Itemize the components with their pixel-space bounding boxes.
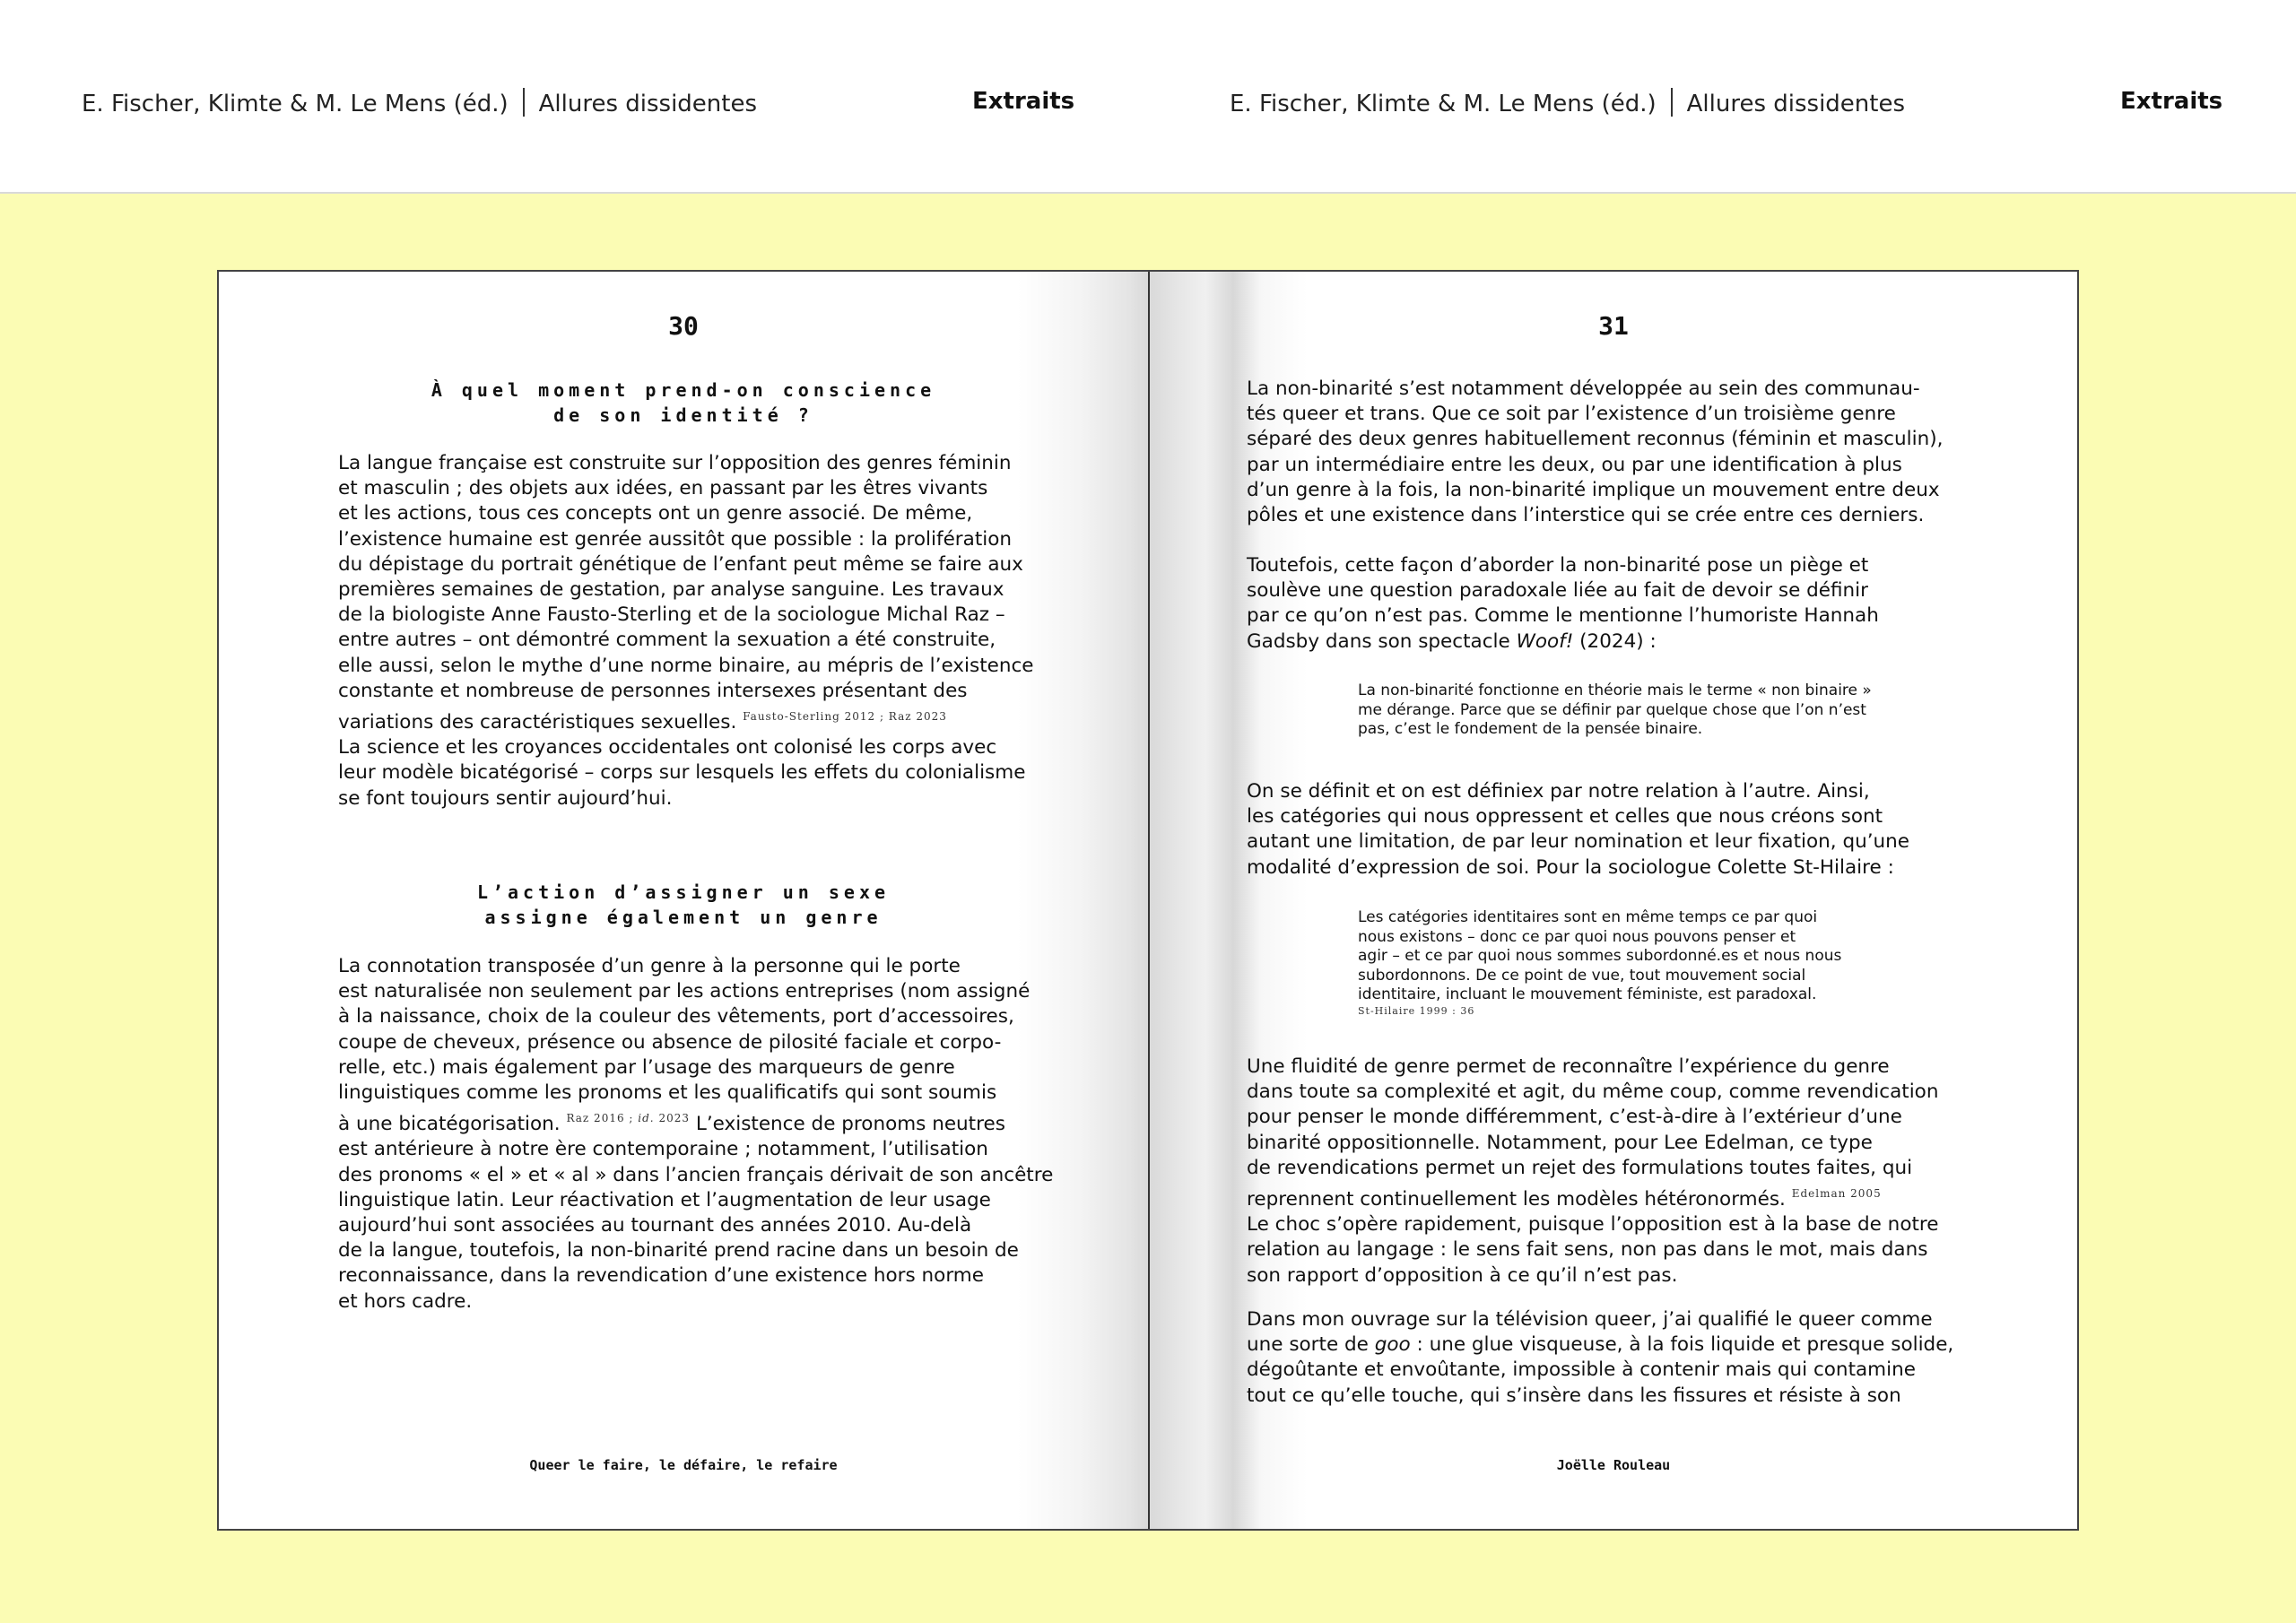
text-line: de revendications permet un rejet des formulations toutes faites, qui: [1247, 1156, 1913, 1179]
section-title-line: assigne également un genre: [484, 907, 883, 928]
right-para2: [1247, 553, 1879, 655]
text-line: relle, etc.) mais également par l’usage des marqueurs de genre: [338, 1055, 955, 1079]
right-page-footer: Joëlle Rouleau: [1556, 1457, 1671, 1473]
header-right-extraits-link[interactable]: Extraits: [2120, 88, 2223, 115]
right-para5: [1247, 1307, 1953, 1409]
text-line: pour penser le monde différemment, c’est-à-dire à l’extérieur d’une: [1247, 1106, 1902, 1129]
text-line: Toutefois, cette façon d’aborder la non-binarité pose un piège et: [1247, 554, 1869, 577]
show-title: Woof!: [1516, 629, 1574, 653]
text-line: et masculin ; des objets aux idées, en passant par les êtres vivants: [338, 477, 988, 500]
section-title-line: L’action d’assigner un sexe: [476, 881, 891, 903]
citation-fausto-raz: Fausto-Sterling 2012 ; Raz 2023: [743, 710, 947, 724]
left-section1-body: [338, 451, 1034, 812]
text-line: aujourd’hui sont associées au tournant des années 2010. Au-delà: [338, 1214, 972, 1237]
quote-line: agir – et ce par quoi nous sommes subordonné.es et nous nous: [1358, 947, 1842, 965]
section-title-assignment: [219, 880, 1148, 930]
text-line: du dépistage du portrait génétique de l’enfant peut même se faire aux: [338, 552, 1023, 576]
header-left-book-title: Allures dissidentes: [538, 91, 758, 117]
text-line: La langue française est construite sur l’opposition des genres féminin: [338, 452, 1012, 474]
text-line: tout ce qu’elle touche, qui s’insère dans les fissures et résiste à son: [1247, 1384, 1901, 1407]
top-header-bar: [0, 0, 2296, 194]
left-section2-body: [338, 954, 1053, 1315]
text-line: coupe de cheveux, présence ou absence de pilosité faciale et corpo-: [338, 1030, 1002, 1054]
text-line: La connotation transposée d’un genre à la personne qui le porte: [338, 955, 961, 977]
text-line: les catégories qui nous oppressent et celles que nous créons sont: [1247, 805, 1883, 829]
text-span: une sorte de: [1247, 1333, 1375, 1357]
text-line: premières semaines de gestation, par analyse sanguine. Les travaux: [338, 578, 1004, 602]
header-right-authors: E. Fischer, Klimte & M. Le Mens (éd.): [1230, 91, 1657, 117]
text-line: tés queer et trans. Que ce soit par l’existence d’un troisième genre: [1247, 403, 1896, 426]
text-line: soulève une question paradoxale liée au fait de devoir se définir: [1247, 579, 1868, 603]
text-span: variations des caractéristiques sexuelles.: [338, 711, 737, 734]
text-line: pôles et une existence dans l’interstice qui se crée entre ces derniers.: [1247, 504, 1925, 527]
text-span: (2024) :: [1573, 629, 1657, 653]
citation-st-hilaire: St-Hilaire 1999 : 36: [1358, 1004, 1475, 1017]
text-line: entre autres – ont démontré comment la sexuation a été construite,: [338, 629, 996, 652]
quote-line: La non-binarité fonctionne en théorie mais le terme « non binaire »: [1358, 681, 1872, 699]
text-line: d’un genre à la fois, la non-binarité implique un mouvement entre deux: [1247, 478, 1940, 501]
text-line: Le choc s’opère rapidement, puisque l’opposition est à la base de notre: [1247, 1213, 1939, 1237]
header-left-authors: E. Fischer, Klimte & M. Le Mens (éd.): [82, 91, 509, 117]
text-line: linguistiques comme les pronoms et les qualificatifs qui sont soumis: [338, 1081, 997, 1105]
quote-line: identitaire, incluant le mouvement féministe, est paradoxal.: [1358, 985, 1817, 1003]
citation-part: id.: [638, 1112, 655, 1125]
text-line: des pronoms « el » et « al » dans l’ancien français dérivait de son ancêtre: [338, 1163, 1054, 1186]
left-page: [219, 272, 1148, 1529]
text-line: Dans mon ouvrage sur la télévision queer, j’ai qualifié le queer comme: [1247, 1308, 1933, 1331]
right-page-number: 31: [1598, 311, 1629, 341]
text-line: de la biologiste Anne Fausto-Sterling et de la sociologue Michal Raz –: [338, 603, 1005, 627]
text-line: l’existence humaine est genrée aussitôt que possible : la prolifération: [338, 527, 1012, 551]
text-line: son rapport d’opposition à ce qu’il n’est pas.: [1247, 1263, 1678, 1287]
citation-part: 2023: [658, 1112, 690, 1125]
section-title-identity: [219, 378, 1148, 428]
text-line: se font toujours sentir aujourd’hui.: [338, 786, 673, 810]
text-line: dégoûtante et envoûtante, impossible à contenir mais qui contamine: [1247, 1358, 1916, 1382]
text-line: est naturalisée non seulement par les actions entreprises (nom assigné: [338, 980, 1031, 1003]
text-span: L’existence de pronoms neutres: [690, 1113, 1005, 1136]
text-span: : une glue visqueuse, à la fois liquide et presque solide,: [1410, 1333, 1954, 1357]
text-line: leur modèle bicatégorisé – corps sur lesquels les effets du colonialisme: [338, 761, 1026, 785]
right-para4: [1247, 1055, 1939, 1289]
citation-raz: [566, 1112, 690, 1124]
text-line: par ce qu’on n’est pas. Comme le mentionne l’humoriste Hannah: [1247, 604, 1879, 628]
header-right-credits: [1230, 88, 1905, 117]
header-left-credits: [82, 88, 757, 117]
text-line: et hors cadre.: [338, 1289, 473, 1313]
text-line: binarité oppositionnelle. Notamment, pour Lee Edelman, ce type: [1247, 1131, 1873, 1154]
text-span: reprennent continuellement les modèles hétéronormés.: [1247, 1188, 1786, 1211]
text-line-with-citation: [338, 704, 1034, 735]
text-line-with-citation: [338, 1106, 1053, 1137]
right-para1: [1247, 377, 1943, 528]
quote-line: nous existons – donc ce par quoi nous pouvons penser et: [1358, 927, 1796, 946]
text-line: et les actions, tous ces concepts ont un genre associé. De même,: [338, 502, 973, 525]
right-para3: [1247, 779, 1909, 881]
text-line-with-citation: [1247, 1181, 1939, 1212]
header-right-book-title: Allures dissidentes: [1686, 91, 1906, 117]
left-page-number: 30: [668, 311, 699, 341]
quote-line: pas, c’est le fondement de la pensée binaire.: [1358, 720, 1703, 738]
blockquote-st-hilaire: [1358, 908, 1841, 1018]
quote-line: Les catégories identitaires sont en même temps ce par quoi: [1358, 908, 1818, 926]
text-line: Une fluidité de genre permet de reconnaître l’expérience du genre: [1247, 1055, 1890, 1078]
text-line: séparé des deux genres habituellement reconnus (féminin et masculin),: [1247, 428, 1944, 451]
quote-line: me dérange. Parce que se définir par quelque chose que l’on n’est: [1358, 700, 1866, 719]
text-line: constante et nombreuse de personnes intersexes présentant des: [338, 679, 968, 702]
text-line: La science et les croyances occidentales ont colonisé les corps avec: [338, 736, 997, 759]
text-span: à une bicatégorisation.: [338, 1113, 561, 1136]
text-line-with-italic: [1247, 1332, 1953, 1358]
quote-line: subordonnons. De ce point de vue, tout mouvement social: [1358, 966, 1806, 985]
text-line-with-italic: [1247, 629, 1879, 655]
text-line: de la langue, toutefois, la non-binarité prend racine dans un besoin de: [338, 1239, 1019, 1263]
blockquote-gadsby: [1358, 681, 1872, 740]
text-line: La non-binarité s’est notamment développée au sein des communau-: [1247, 378, 1920, 400]
text-line: est antérieure à notre ère contemporaine ; notamment, l’utilisation: [338, 1138, 988, 1161]
italic-term: goo: [1374, 1333, 1411, 1357]
book-spread: [217, 270, 2079, 1531]
header-right-divider: [1671, 88, 1673, 117]
text-line: autant une limitation, de par leur nomination et leur fixation, qu’une: [1247, 830, 1910, 854]
left-page-footer: Queer le faire, le défaire, le refaire: [529, 1457, 838, 1473]
text-line: modalité d’expression de soi. Pour la sociologue Colette St-Hilaire :: [1247, 855, 1894, 879]
text-line: relation au langage : le sens fait sens, non pas dans le mot, mais dans: [1247, 1238, 1928, 1262]
section-title-line: À quel moment prend-on conscience: [430, 379, 936, 401]
header-left-divider: [523, 88, 525, 117]
section-title-line: de son identité ?: [553, 404, 813, 426]
text-line: elle aussi, selon le mythe d’une norme binaire, au mépris de l’existence: [338, 654, 1034, 677]
text-line: par un intermédiaire entre les deux, ou par une identification à plus: [1247, 453, 1902, 476]
header-left-extraits-link[interactable]: Extraits: [972, 88, 1075, 115]
text-line: dans toute sa complexité et agit, du même coup, comme revendication: [1247, 1081, 1939, 1104]
text-line: linguistique latin. Leur réactivation et l’augmentation de leur usage: [338, 1188, 991, 1211]
text-line: à la naissance, choix de la couleur des vêtements, port d’accessoires,: [338, 1005, 1014, 1028]
citation-part: Raz 2016 ;: [566, 1112, 634, 1125]
text-line: On se définit et on est définiex par notre relation à l’autre. Ainsi,: [1247, 780, 1870, 803]
text-line: reconnaissance, dans la revendication d’une existence hors norme: [338, 1264, 984, 1288]
text-span: Gadsby dans son spectacle: [1247, 629, 1517, 653]
citation-edelman: Edelman 2005: [1791, 1187, 1882, 1201]
right-page: [1150, 272, 2077, 1529]
